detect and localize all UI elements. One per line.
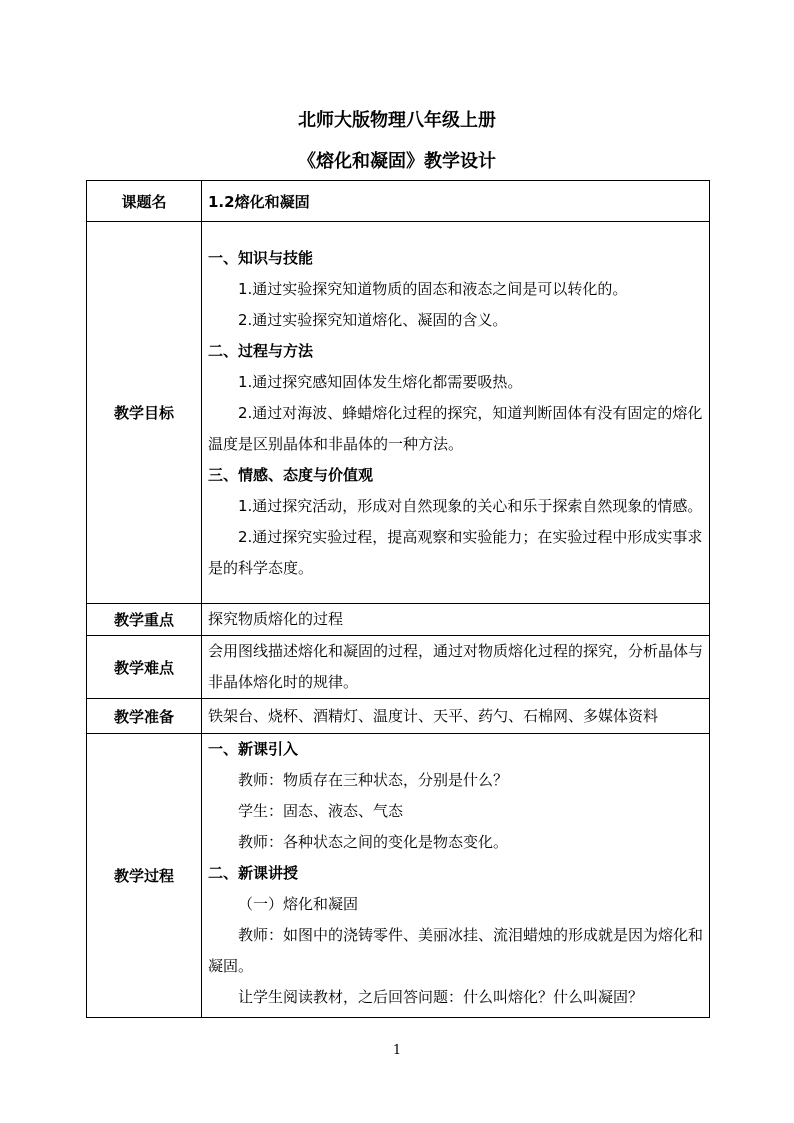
topic-label: 课题名	[87, 181, 202, 222]
table-row-difficult	[87, 636, 710, 699]
goals-heading-1: 一、知识与技能	[208, 249, 314, 267]
table-row-goals	[87, 222, 710, 604]
key-label: 教学重点	[87, 604, 202, 636]
goals-heading-2: 二、过程与方法	[208, 342, 314, 360]
table-row-process	[87, 734, 710, 1018]
process-item: （一）熔化和凝固	[238, 895, 359, 913]
key-value: 探究物质熔化的过程	[202, 604, 710, 636]
goals-item: 2.通过实验探究知道熔化、凝固的含义。	[238, 311, 508, 329]
process-item: 教师：物质存在三种状态，分别是什么？	[238, 771, 509, 789]
process-heading-1: 一、新课引入	[208, 740, 299, 758]
process-item: 学生：固态、液态、气态	[238, 802, 404, 820]
process-item: 教师：如图中的浇铸零件、美丽冰挂、流泪蜡烛的形成就是因为熔化和凝固。	[208, 926, 704, 975]
process-label: 教学过程	[87, 734, 202, 1018]
goals-item: 2.通过对海波、蜂蜡熔化过程的探究，知道判断固体有没有固定的熔化温度是区别晶体和非晶体的一种方法。	[208, 404, 703, 453]
prep-label: 教学准备	[87, 699, 202, 734]
table-row-key	[87, 604, 710, 636]
table-row-prep	[87, 699, 710, 734]
goals-item: 1.通过实验探究知道物质的固态和液态之间是可以转化的。	[238, 280, 628, 298]
goals-item: 1.通过探究活动，形成对自然现象的关心和乐于探索自然现象的情感。	[238, 497, 703, 515]
difficult-label: 教学难点	[87, 636, 202, 699]
topic-value: 1.2熔化和凝固	[202, 181, 710, 222]
process-item: 教师：各种状态之间的变化是物态变化。	[238, 833, 509, 851]
goals-heading-3: 三、情感、态度与价值观	[208, 466, 374, 484]
goals-content	[202, 222, 710, 604]
page-number: 1	[392, 1043, 402, 1058]
lesson-plan-table	[86, 180, 710, 1018]
goals-item: 2.通过探究实验过程，提高观察和实验能力；在实验过程中形成实事求是的科学态度。	[208, 528, 703, 577]
process-heading-2: 二、新课讲授	[208, 864, 299, 882]
table-row-topic	[87, 181, 710, 222]
document-title: 北师大版物理八年级上册	[298, 110, 496, 131]
process-content	[202, 734, 710, 1018]
process-item: 让学生阅读教材，之后回答问题：什么叫熔化？什么叫凝固？	[238, 988, 644, 1006]
document-subtitle: 《熔化和凝固》教学设计	[298, 151, 496, 172]
prep-value: 铁架台、烧杯、酒精灯、温度计、天平、药勺、石棉网、多媒体资料	[202, 699, 710, 734]
goals-item: 1.通过探究感知固体发生熔化都需要吸热。	[238, 373, 523, 391]
goals-label: 教学目标	[87, 222, 202, 604]
difficult-value: 会用图线描述熔化和凝固的过程，通过对物质熔化过程的探究，分析晶体与非晶体熔化时的规律。	[202, 636, 710, 699]
